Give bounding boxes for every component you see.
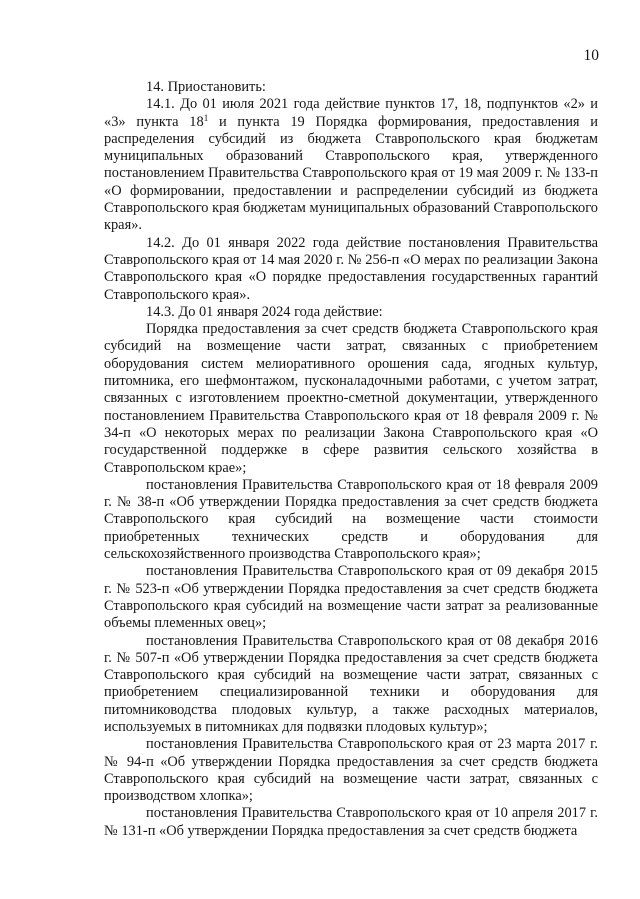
paragraph-order-irrigation: Порядка предоставления за счет средств бюджета Ставропольского края субсидий на возмещение части затрат, связанных с приобретением оборудования систем мелиоративного орошения сада, ягодных культур, питомника, его шефмонтажом, пусконаладочными работами, с учетом затрат, связанных с изготовлением проектно-сметной документации, утвержденного постановлением Правительства Ставропольского края от 18 февраля 2009 г. № 34-п «О некоторых мерах по реализации Закона Ставропольского края «О государственной поддержке в сфере развития сельского хозяйства в Ставропольском крае»; bbox=[104, 321, 598, 476]
document-body bbox=[104, 79, 598, 840]
paragraph-14-1 bbox=[104, 96, 598, 234]
paragraph-resolution-523-p: постановления Правительства Ставропольского края от 09 декабря 2015 г. № 523-п «Об утверждении Порядка предоставления за счет средств бюджета Ставропольского края субсидий на возмещение части затрат за реализованные объемы племенных овец»; bbox=[104, 563, 598, 632]
paragraph-14-1-text: 14.1. До 01 июля 2021 года действие пунктов 17, 18, подпунктов «2» и «3» пункта 18 bbox=[104, 96, 598, 130]
paragraph-14-2: 14.2. До 01 января 2022 года действие постановления Правительства Ставропольского края от 14 мая 2020 г. № 256-п «О мерах по реализации Закона Ставропольского края «О порядке предоставления государственных гарантий Ставропольского края». bbox=[104, 234, 598, 303]
paragraph-resolution-38-p: постановления Правительства Ставропольского края от 18 февраля 2009 г. № 38-п «Об утверждении Порядка предоставления за счет средств бюджета Ставропольского края субсидий на возмещение части стоимости приобретенных технических средств и оборудования для сельскохозяйственного производства Ставропольского края»; bbox=[104, 476, 598, 563]
paragraph-14-1-tail: и пункта 19 Порядка формирования, предоставления и распределения субсидий из бюджета Ставропольского края бюджетам муниципальных образований Ставропольского края, утвержденного постановлением Правительства Ставропольского края от 19 мая 2009 г. № 133-п «О формировании, предоставлении и распределении субсидий из бюджета Ставропольского края бюджетам муниципальных образований Ставропольского края». bbox=[104, 113, 598, 234]
superscript: 1 bbox=[203, 112, 209, 123]
paragraph-14-3: 14.3. До 01 января 2024 года действие: bbox=[146, 303, 383, 320]
paragraph-resolution-131-p: постановления Правительства Ставропольского края от 10 апреля 2017 г. № 131-п «Об утверждении Порядка предоставления за счет средств бюджета bbox=[104, 805, 598, 839]
paragraph-section-14: 14. Приостановить: bbox=[146, 79, 266, 95]
paragraph-resolution-94-p: постановления Правительства Ставропольского края от 23 марта 2017 г. № 94-п «Об утверждении Порядка предоставления за счет средств бюджета Ставропольского края субсидий на возмещение части затрат, связанных с производством хлопка»; bbox=[104, 736, 598, 805]
paragraph-resolution-507-p: постановления Правительства Ставропольского края от 08 декабря 2016 г. № 507-п «Об утверждении Порядка предоставления за счет средств бюджета Ставропольского края субсидий на возмещение части затрат, связанных с приобретением специализированной техники и оборудования для питомниководства плодовых культур, а также расходных материалов, используемых в питомниках для подвязки плодовых культур»; bbox=[104, 632, 598, 735]
page-number: 10 bbox=[583, 47, 599, 64]
